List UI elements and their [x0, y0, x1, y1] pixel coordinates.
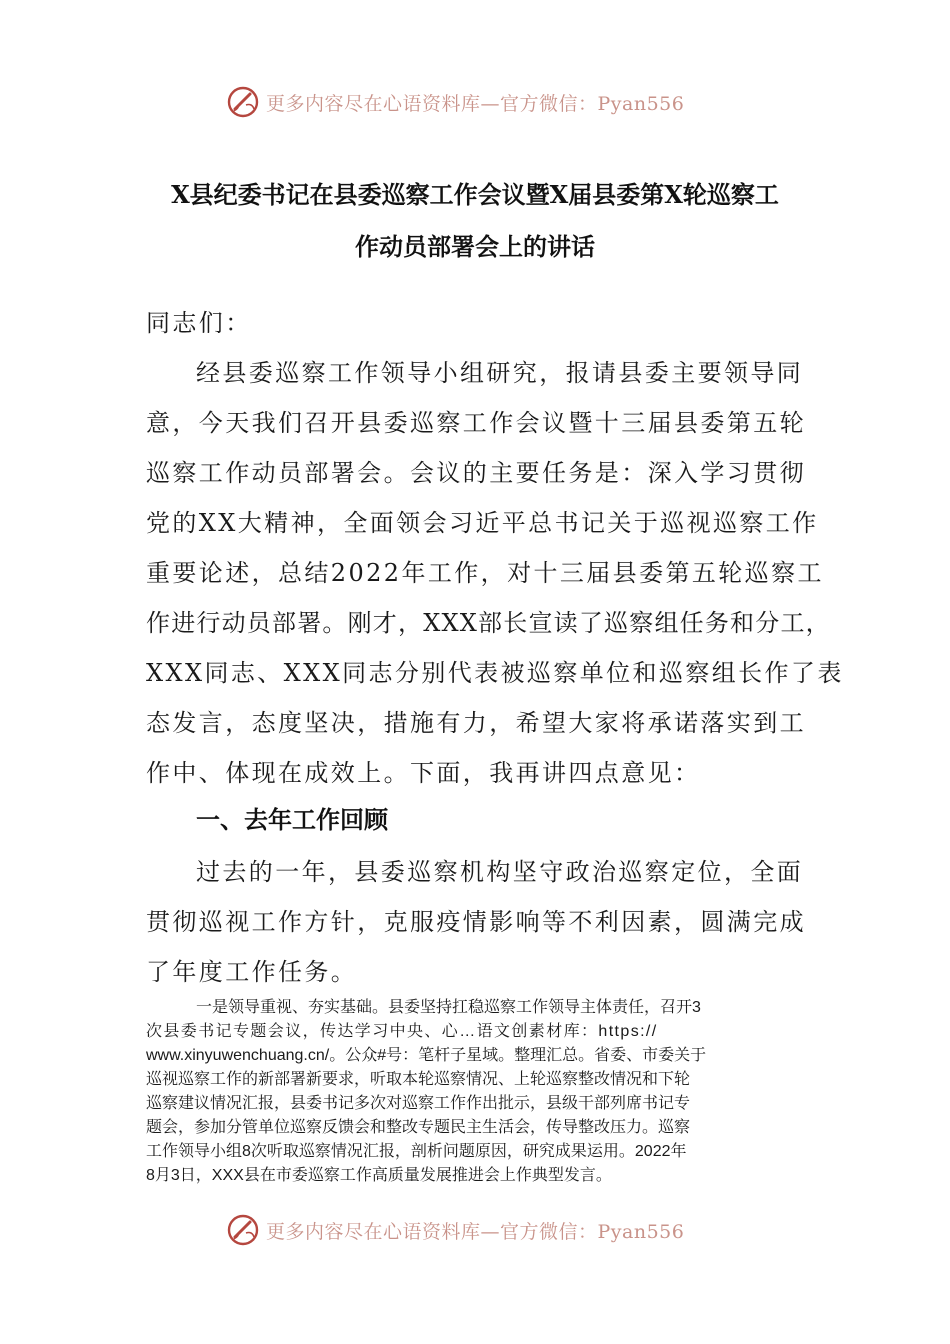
- small-text-line: 巡视巡察工作的新部署新要求，听取本轮巡察情况、上轮巡察整改情况和下轮: [146, 1071, 691, 1088]
- body-line: 党的XX大精神，全面领会习近平总书记关于巡视巡察工作: [146, 509, 819, 537]
- section-heading: 一、去年工作回顾: [196, 805, 388, 834]
- small-text-line: 8月3日，XXX县在市委巡察工作高质量发展推进会上作典型发言。: [146, 1167, 612, 1184]
- title-line-1: X县纪委书记在县委巡察工作会议暨X届县委第X轮巡察工: [171, 180, 779, 209]
- banner-text: 更多内容尽在心语资料库—官方微信：Pyan556: [266, 92, 685, 115]
- brush-logo-icon: [226, 1213, 260, 1247]
- body-line: 重要论述，总结2022年工作，对十三届县委第五轮巡察工: [146, 559, 824, 587]
- small-text-line: 巡察建议情况汇报，县委书记多次对巡察工作作出批示，县级干部列席书记专: [146, 1095, 691, 1112]
- header-banner: [226, 84, 684, 120]
- small-text-line: 次县委书记专题会议，传达学习中央、心…语文创素材库：https://: [146, 1023, 658, 1040]
- brush-logo-icon: [226, 85, 260, 119]
- small-text-line: 题会，参加分管单位巡察反馈会和整改专题民主生活会，传导整改压力。巡察: [146, 1119, 691, 1136]
- body-line: 作中、体现在成效上。下面，我再讲四点意见：: [146, 759, 701, 787]
- body-line: XXX同志、XXX同志分别代表被巡察单位和巡察组长作了表: [146, 659, 844, 687]
- body-line: 作进行动员部署。刚才，XXX部长宣读了巡察组任务和分工，: [146, 609, 831, 637]
- small-text-line: www.xinyuwenchuang.cn/。公众#号：笔杆子星域。整理汇总。省委、市委关于: [146, 1047, 707, 1064]
- body-line: 经县委巡察工作领导小组研究，报请县委主要领导同: [196, 359, 804, 387]
- banner-text: 更多内容尽在心语资料库—官方微信：Pyan556: [266, 1220, 685, 1243]
- body-line: 巡察工作动员部署会。会议的主要任务是：深入学习贯彻: [146, 459, 806, 487]
- small-text-line: 工作领导小组8次听取巡察情况汇报，剖析问题原因，研究成果运用。2022年: [146, 1143, 687, 1160]
- footer-banner: [226, 1212, 684, 1248]
- title-line-2: 作动员部署会上的讲话: [355, 232, 595, 261]
- body-line: 意，今天我们召开县委巡察工作会议暨十三届县委第五轮: [146, 409, 806, 437]
- body-line: 态发言，态度坚决，措施有力，希望大家将承诺落实到工: [146, 709, 806, 737]
- salutation: 同志们：: [146, 309, 252, 337]
- body-line: 过去的一年，县委巡察机构坚守政治巡察定位，全面: [196, 858, 804, 886]
- body-line: 贯彻巡视工作方针，克服疫情影响等不利因素，圆满完成: [146, 908, 806, 936]
- small-text-line: 一是领导重视、夯实基础。县委坚持扛稳巡察工作领导主体责任，召开3: [196, 999, 701, 1016]
- body-line: 了年度工作任务。: [146, 958, 358, 986]
